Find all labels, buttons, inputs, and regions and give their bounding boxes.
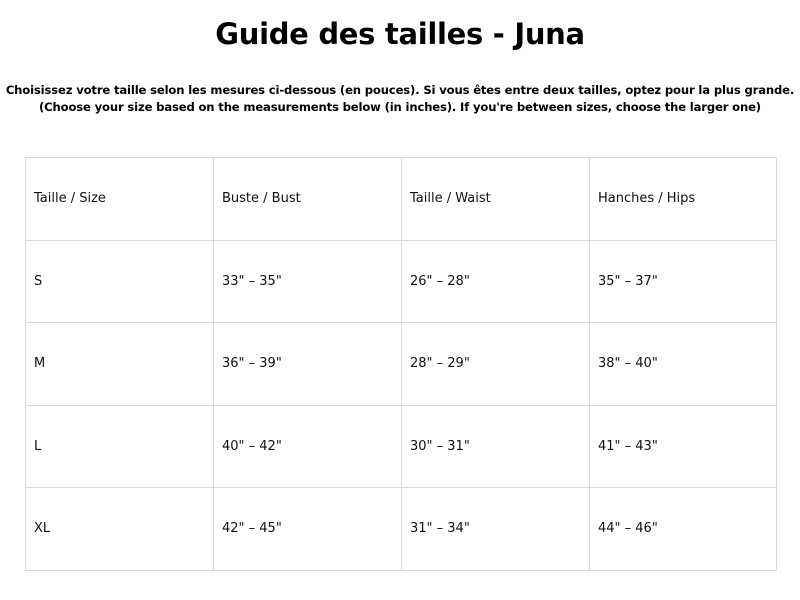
cell-waist: 31" – 34" [402,488,590,571]
cell-size: S [26,240,214,323]
table-row [26,488,777,571]
header-bust: Buste / Bust [214,158,402,241]
header-hips: Hanches / Hips [590,158,777,241]
cell-size: L [26,405,214,488]
page-title: Guide des tailles - Juna [215,17,585,51]
cell-hips: 35" – 37" [590,240,777,323]
table-row [26,240,777,323]
cell-size: M [26,323,214,406]
cell-bust: 36" – 39" [214,323,402,406]
instructions-french: Choisissez votre taille selon les mesures ci-dessous (en pouces). Si vous êtes entre deux tailles, optez pour la plus grande. [5,83,795,97]
table-row [26,323,777,406]
cell-size: XL [26,488,214,571]
cell-hips: 38" – 40" [590,323,777,406]
table-row [26,405,777,488]
size-chart-table [25,157,777,571]
cell-bust: 40" – 42" [214,405,402,488]
cell-bust: 33" – 35" [214,240,402,323]
instructions-english: (Choose your size based on the measurements below (in inches). If you're between sizes, choose the larger one) [39,100,761,114]
cell-hips: 44" – 46" [590,488,777,571]
cell-waist: 30" – 31" [402,405,590,488]
header-size: Taille / Size [26,158,214,241]
cell-hips: 41" – 43" [590,405,777,488]
cell-waist: 26" – 28" [402,240,590,323]
cell-waist: 28" – 29" [402,323,590,406]
table-header-row [26,158,777,241]
header-waist: Taille / Waist [402,158,590,241]
cell-bust: 42" – 45" [214,488,402,571]
